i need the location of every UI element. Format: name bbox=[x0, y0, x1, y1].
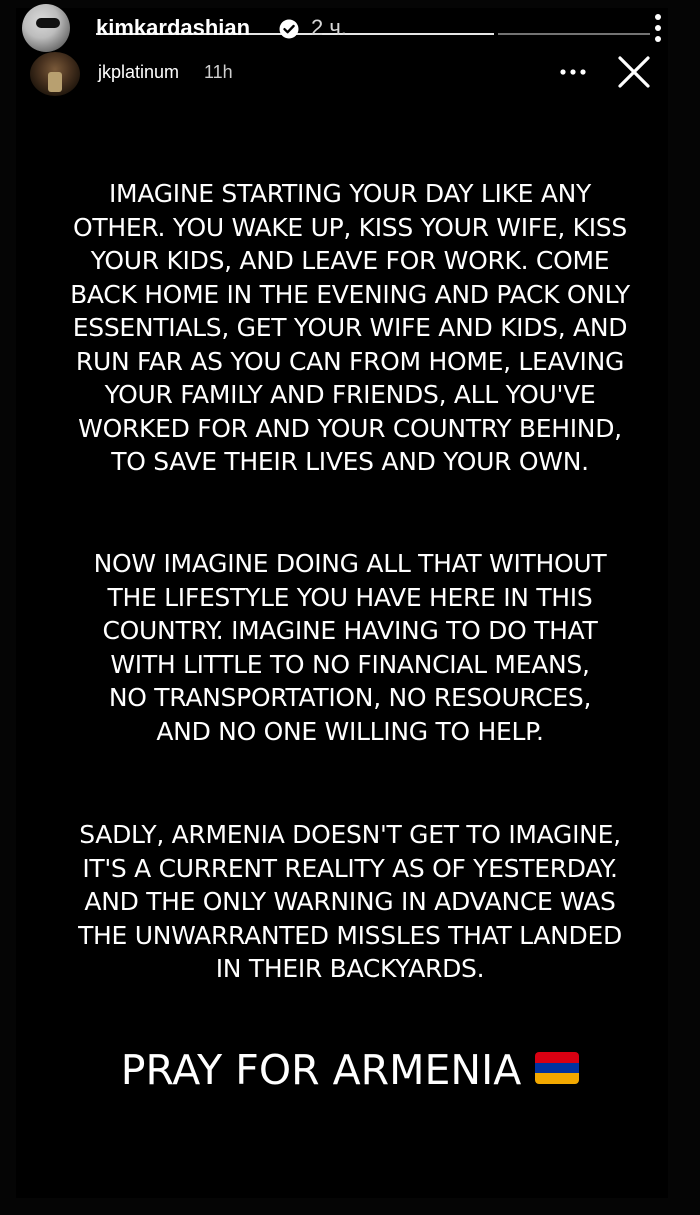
flag-band bbox=[535, 1073, 579, 1084]
story-text-line: TO SAVE THEIR LIVES AND YOUR OWN. bbox=[111, 447, 589, 476]
horizontal-ellipsis-icon[interactable] bbox=[558, 62, 588, 82]
pray-for-armenia-line bbox=[0, 1041, 700, 1096]
inner-avatar[interactable] bbox=[30, 52, 80, 96]
story-text-line: SADLY, ARMENIA DOESN'T GET TO IMAGINE, bbox=[79, 820, 621, 849]
flag-band bbox=[535, 1063, 579, 1074]
avatar[interactable] bbox=[22, 4, 70, 52]
story-text-line: OTHER. YOU WAKE UP, KISS YOUR WIFE, KISS bbox=[73, 212, 627, 242]
story-text-line: IMAGINE STARTING YOUR DAY LIKE ANY bbox=[108, 179, 591, 208]
story-text-line: AND THE ONLY WARNING IN ADVANCE WAS bbox=[84, 887, 616, 916]
armenia-flag-icon bbox=[535, 1052, 579, 1084]
story-progress-segment bbox=[498, 33, 650, 35]
story-text-line: BACK HOME IN THE EVENING AND PACK ONLY bbox=[70, 279, 630, 309]
story-paragraph-2 bbox=[36, 547, 664, 748]
story-text-line: YOUR FAMILY AND FRIENDS, ALL YOU'VE bbox=[104, 380, 596, 409]
inner-timestamp: 11h bbox=[204, 62, 233, 82]
avatar-image bbox=[36, 18, 60, 28]
story-text-line: YOUR KIDS, AND LEAVE FOR WORK. COME bbox=[90, 246, 610, 275]
story-text-line: THE LIFESTYLE YOU HAVE HERE IN THIS bbox=[107, 582, 593, 612]
story-text-line: NOW IMAGINE DOING ALL THAT WITHOUT bbox=[93, 549, 607, 578]
story-text-line: ESSENTIALS, GET YOUR WIFE AND KIDS, AND bbox=[72, 313, 628, 342]
story-text-line: RUN FAR AS YOU CAN FROM HOME, LEAVING bbox=[75, 346, 625, 376]
pray-text: PRAY FOR ARMENIA bbox=[120, 1046, 522, 1094]
story-text-line: COUNTRY. IMAGINE HAVING TO DO THAT bbox=[102, 616, 598, 645]
verified-badge-icon bbox=[279, 19, 299, 39]
close-icon[interactable] bbox=[614, 52, 654, 92]
outer-story-header bbox=[0, 0, 700, 52]
story-text-line: WORKED FOR AND YOUR COUNTRY BEHIND, bbox=[78, 413, 622, 443]
story-text-line: IT'S A CURRENT REALITY AS OF YESTERDAY. bbox=[82, 853, 618, 883]
outer-username[interactable]: kimkardashian bbox=[96, 15, 251, 40]
flag-band bbox=[535, 1052, 579, 1063]
story-text-line: NO TRANSPORTATION, NO RESOURCES, bbox=[108, 683, 592, 712]
story-paragraph-3 bbox=[36, 818, 664, 986]
story-text-line: AND NO ONE WILLING TO HELP. bbox=[156, 716, 544, 746]
avatar-image bbox=[48, 72, 62, 92]
outer-timestamp: 2 ч. bbox=[311, 15, 347, 40]
story-text-line: WITH LITTLE TO NO FINANCIAL MEANS, bbox=[110, 649, 590, 679]
story-paragraph-1 bbox=[36, 177, 664, 479]
story-text-line: THE UNWARRANTED MISSLES THAT LANDED bbox=[78, 920, 622, 950]
vertical-ellipsis-icon[interactable] bbox=[648, 12, 668, 44]
inner-username[interactable]: jkplatinum bbox=[98, 62, 180, 82]
story-text-line: IN THEIR BACKYARDS. bbox=[215, 954, 485, 983]
